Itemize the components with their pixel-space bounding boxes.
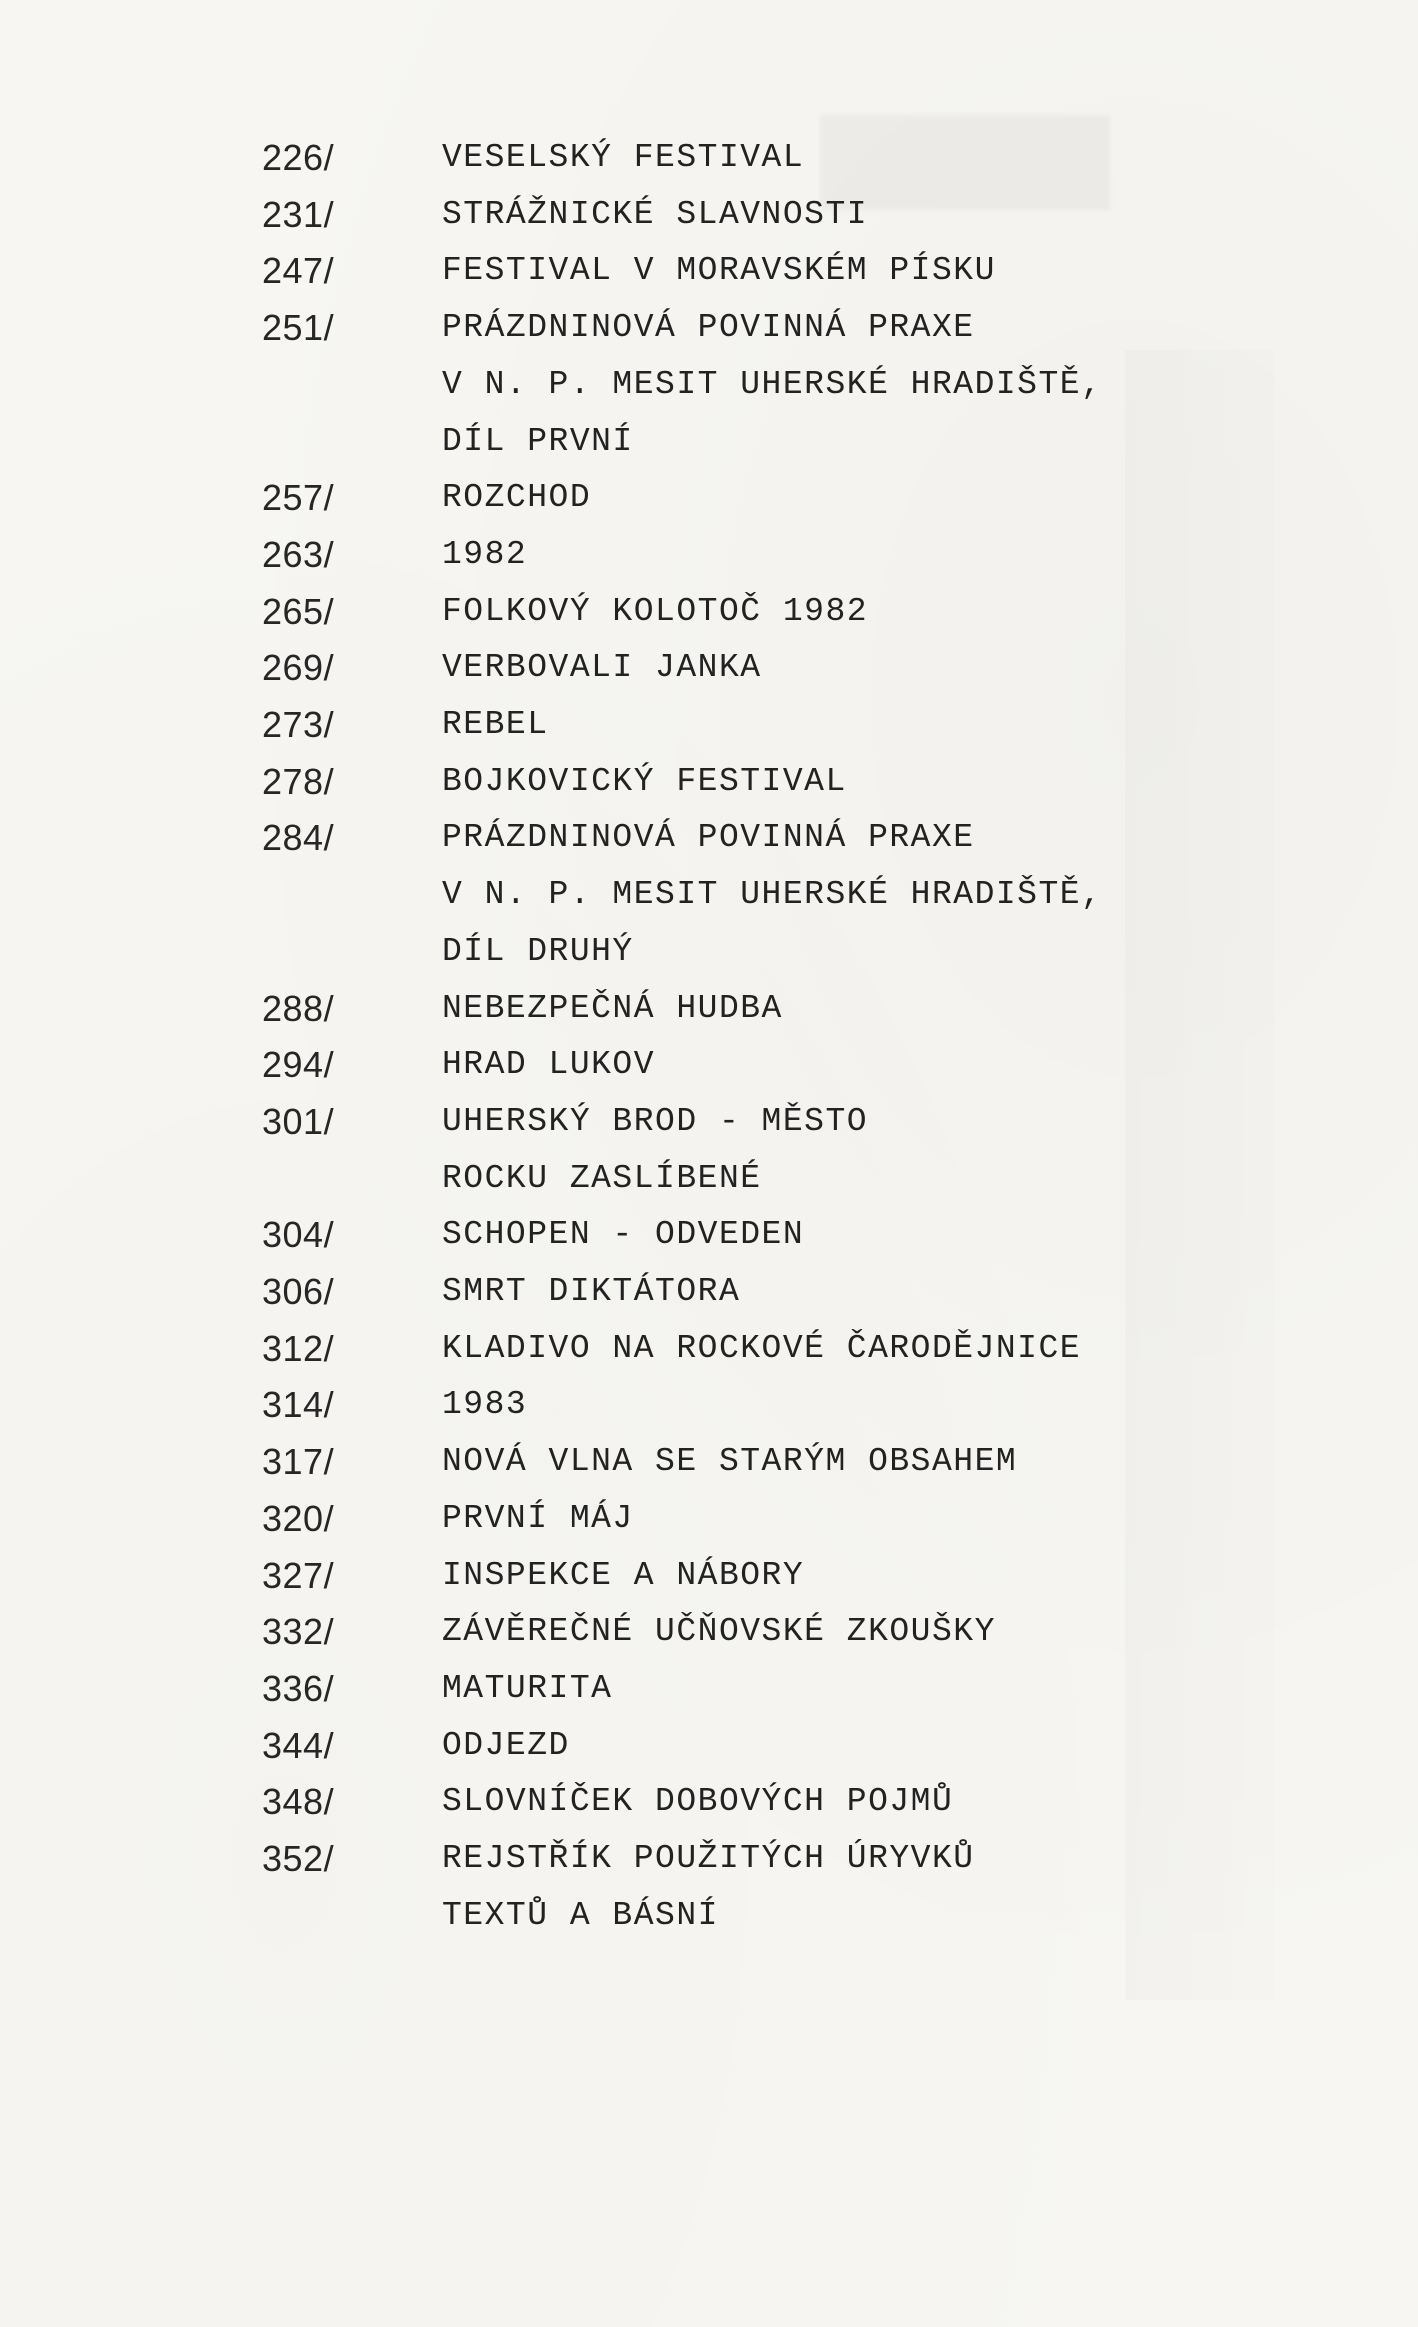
chapter-title-line: 1983 [442, 1386, 528, 1424]
chapter-title-line: PRVNÍ MÁJ [442, 1499, 634, 1537]
chapter-title-line: VESELSKÝ FESTIVAL [442, 139, 805, 176]
chapter-title-line: V N. P. MESIT UHERSKÉ HRADIŠTĚ, [442, 876, 1103, 914]
chapter-title [442, 130, 1262, 187]
page-number: 312/ [262, 1327, 335, 1369]
page-number: 273/ [262, 704, 335, 746]
chapter-title [442, 697, 1262, 754]
toc-entry [262, 1491, 1282, 1548]
chapter-title-line: BOJKOVICKÝ FESTIVAL [442, 762, 847, 800]
chapter-title-line: SLOVNÍČEK DOBOVÝCH POJMŮ [442, 1783, 954, 1821]
chapter-title [442, 1718, 1262, 1775]
chapter-title-line: PRÁZDNINOVÁ POVINNÁ PRAXE [442, 309, 975, 347]
page-number: 352/ [262, 1838, 335, 1880]
toc-entry [262, 1718, 1282, 1775]
chapter-title-line: NEBEZPEČNÁ HUDBA [442, 989, 783, 1027]
toc-entry [262, 1774, 1282, 1831]
chapter-title [442, 1094, 1262, 1207]
chapter-title-line: REJSTŘÍK POUŽITÝCH ÚRYVKŮ [442, 1840, 975, 1878]
toc-entry [262, 1661, 1282, 1718]
toc-entry [262, 1377, 1282, 1434]
page-number: 301/ [262, 1100, 335, 1142]
chapter-title-line: 1982 [442, 535, 528, 573]
toc-entry [262, 697, 1282, 754]
chapter-title [442, 754, 1262, 811]
toc-entry [262, 1548, 1282, 1605]
chapter-title-line: SCHOPEN - ODVEDEN [442, 1216, 805, 1254]
page-number: 306/ [262, 1271, 335, 1313]
chapter-title [442, 1831, 1262, 1944]
page-number: 314/ [262, 1384, 335, 1426]
chapter-title [442, 640, 1262, 697]
page-number: 284/ [262, 817, 335, 859]
page-number: 348/ [262, 1781, 335, 1823]
toc-entry [262, 810, 1282, 980]
chapter-title-line: PRÁZDNINOVÁ POVINNÁ PRAXE [442, 819, 975, 857]
toc-entry [262, 584, 1282, 641]
chapter-title-line: ROCKU ZASLÍBENÉ [442, 1159, 762, 1197]
chapter-title [442, 1377, 1262, 1434]
chapter-title [442, 584, 1262, 641]
chapter-title-line: VERBOVALI JANKA [442, 649, 762, 687]
toc-entry [262, 243, 1282, 300]
toc-entry [262, 470, 1282, 527]
toc-entry [262, 1264, 1282, 1321]
toc-entry [262, 754, 1282, 811]
chapter-title-line: HRAD LUKOV [442, 1046, 656, 1084]
page-number: 251/ [262, 307, 335, 349]
chapter-title [442, 1207, 1262, 1264]
page-number: 257/ [262, 477, 335, 519]
page-number: 278/ [262, 760, 335, 802]
chapter-title [442, 187, 1262, 244]
chapter-title [442, 1548, 1262, 1605]
page-number: 265/ [262, 590, 335, 632]
chapter-title-line: DÍL PRVNÍ [442, 422, 634, 460]
chapter-title [442, 1434, 1262, 1491]
page-number: 320/ [262, 1497, 335, 1539]
page-number: 269/ [262, 647, 335, 689]
toc-entry [262, 981, 1282, 1038]
chapter-title-line: ROZCHOD [442, 479, 592, 517]
chapter-title [442, 1604, 1262, 1661]
chapter-title [442, 1321, 1262, 1378]
chapter-title-line: FOLKOVÝ KOLOTOČ 1982 [442, 592, 869, 630]
toc-entry [262, 130, 1282, 187]
page-number: 263/ [262, 533, 335, 575]
page-number: 332/ [262, 1611, 335, 1653]
toc-entry [262, 1831, 1282, 1944]
toc-entry [262, 640, 1282, 697]
toc-entry [262, 300, 1282, 470]
chapter-title-line: FESTIVAL V MORAVSKÉM PÍSKU [442, 252, 996, 290]
chapter-title-line: TEXTŮ A BÁSNÍ [442, 1896, 719, 1934]
chapter-title-line: KLADIVO NA ROCKOVÉ ČARODĚJNICE [442, 1329, 1082, 1367]
chapter-title-line: REBEL [442, 706, 549, 744]
chapter-title [442, 1264, 1262, 1321]
chapter-title [442, 981, 1262, 1038]
toc-entry [262, 527, 1282, 584]
chapter-title-line: V N. P. MESIT UHERSKÉ HRADIŠTĚ, [442, 365, 1103, 403]
chapter-title-line: ODJEZD [442, 1726, 570, 1764]
chapter-title [442, 1491, 1262, 1548]
chapter-title [442, 470, 1262, 527]
page-number: 231/ [262, 193, 335, 235]
toc-entry [262, 1094, 1282, 1207]
chapter-title [442, 1774, 1262, 1831]
chapter-title-line: ZÁVĚREČNÉ UČŇOVSKÉ ZKOUŠKY [442, 1613, 996, 1651]
chapter-title-line: DÍL DRUHÝ [442, 932, 634, 970]
chapter-title [442, 1037, 1262, 1094]
chapter-title [442, 300, 1262, 470]
toc-entry [262, 1037, 1282, 1094]
toc-entry [262, 1604, 1282, 1661]
page-number: 336/ [262, 1667, 335, 1709]
chapter-title [442, 243, 1262, 300]
page-number: 344/ [262, 1724, 335, 1766]
chapter-title [442, 527, 1262, 584]
page-number: 288/ [262, 987, 335, 1029]
table-of-contents [262, 130, 1282, 1945]
toc-entry [262, 1434, 1282, 1491]
chapter-title-line: UHERSKÝ BROD - MĚSTO [442, 1102, 869, 1140]
chapter-title [442, 1661, 1262, 1718]
chapter-title-line: STRÁŽNICKÉ SLAVNOSTI [442, 195, 869, 233]
chapter-title [442, 810, 1262, 980]
page-number: 327/ [262, 1554, 335, 1596]
page-number: 317/ [262, 1441, 335, 1483]
page-number: 294/ [262, 1044, 335, 1086]
page-number: 226/ [262, 137, 335, 178]
chapter-title-line: MATURITA [442, 1669, 613, 1707]
page-number: 304/ [262, 1214, 335, 1256]
toc-entry [262, 187, 1282, 244]
chapter-title-line: NOVÁ VLNA SE STARÝM OBSAHEM [442, 1443, 1018, 1481]
chapter-title-line: SMRT DIKTÁTORA [442, 1273, 741, 1311]
toc-entry [262, 1321, 1282, 1378]
chapter-title-line: INSPEKCE A NÁBORY [442, 1556, 805, 1594]
toc-entry [262, 1207, 1282, 1264]
page-number: 247/ [262, 250, 335, 292]
